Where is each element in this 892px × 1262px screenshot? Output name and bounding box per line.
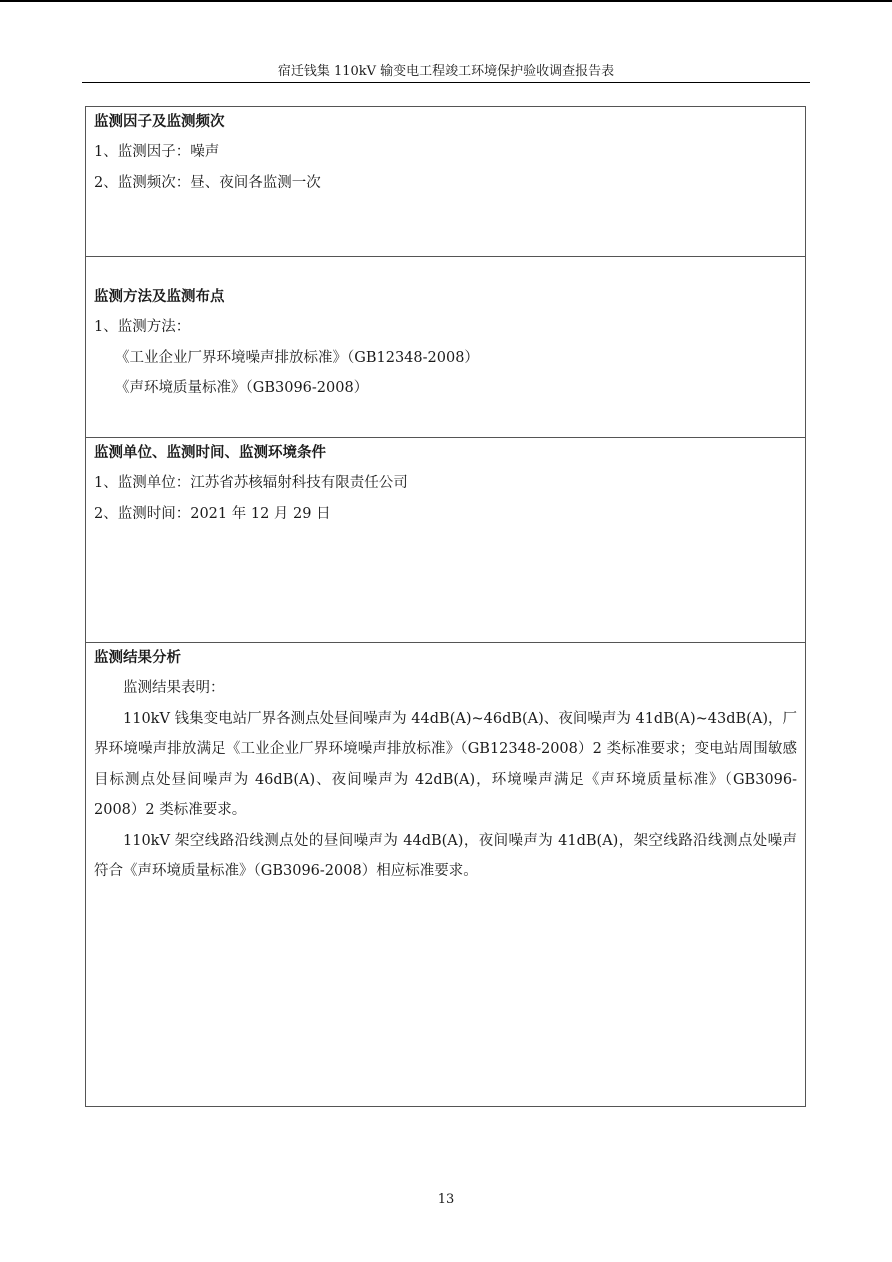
frequency-line: 2、监测频次：昼、夜间各监测一次 bbox=[94, 174, 321, 191]
page-top-border bbox=[0, 0, 892, 2]
factor-line: 1、监测因子：噪声 bbox=[94, 144, 220, 160]
results-line: 110kV 架空线路沿线测点处的昼间噪声为 44dB(A)，夜间噪声为 41dB(A)，架空线路沿线测点处噪声符合《声环境质量标准》（GB3096-2008）相应标准要求。 bbox=[94, 832, 797, 879]
results-intro: 监测结果表明： bbox=[123, 680, 225, 696]
header-rule bbox=[82, 82, 810, 83]
section-title: 监测因子及监测频次 bbox=[94, 114, 225, 130]
standard-line: 《声环境质量标准》（GB3096-2008） bbox=[115, 380, 369, 396]
standard-line: 《工业企业厂界环境噪声排放标准》（GB12348-2008） bbox=[115, 349, 479, 366]
report-table bbox=[85, 106, 806, 1107]
section-title: 监测结果分析 bbox=[94, 650, 181, 666]
section-results-analysis bbox=[86, 643, 805, 1106]
unit-line: 1、监测单位：江苏省苏核辐射科技有限责任公司 bbox=[94, 475, 408, 491]
section-title: 监测单位、监测时间、监测环境条件 bbox=[94, 445, 326, 461]
results-substation: 110kV 钱集变电站厂界各测点处昼间噪声为 44dB(A)~46dB(A)、夜间噪声为 41dB(A)~43dB(A)，厂界环境噪声排放满足《工业企业厂界环境噪声排放标准》（GB12348-2008）2 类标准要求；变电站周围敏感目标测点处昼间噪声为 46dB(A)、夜间噪声为 42dB(A)，环境噪声满足《声环境质量标准》（GB3096-2008）2 类标准要求。 bbox=[94, 710, 797, 818]
section-monitoring-factors bbox=[86, 107, 805, 257]
page-header: 宿迁钱集 110kV 输变电工程竣工环境保护验收调查报告表 bbox=[277, 64, 615, 79]
method-line: 1、监测方法： bbox=[94, 319, 191, 335]
time-line: 2、监测时间：2021 年 12 月 29 日 bbox=[94, 505, 331, 522]
section-monitoring-methods bbox=[86, 257, 805, 438]
page-number: 13 bbox=[437, 1192, 455, 1207]
section-monitoring-unit bbox=[86, 438, 805, 643]
section-title: 监测方法及监测布点 bbox=[94, 289, 225, 305]
